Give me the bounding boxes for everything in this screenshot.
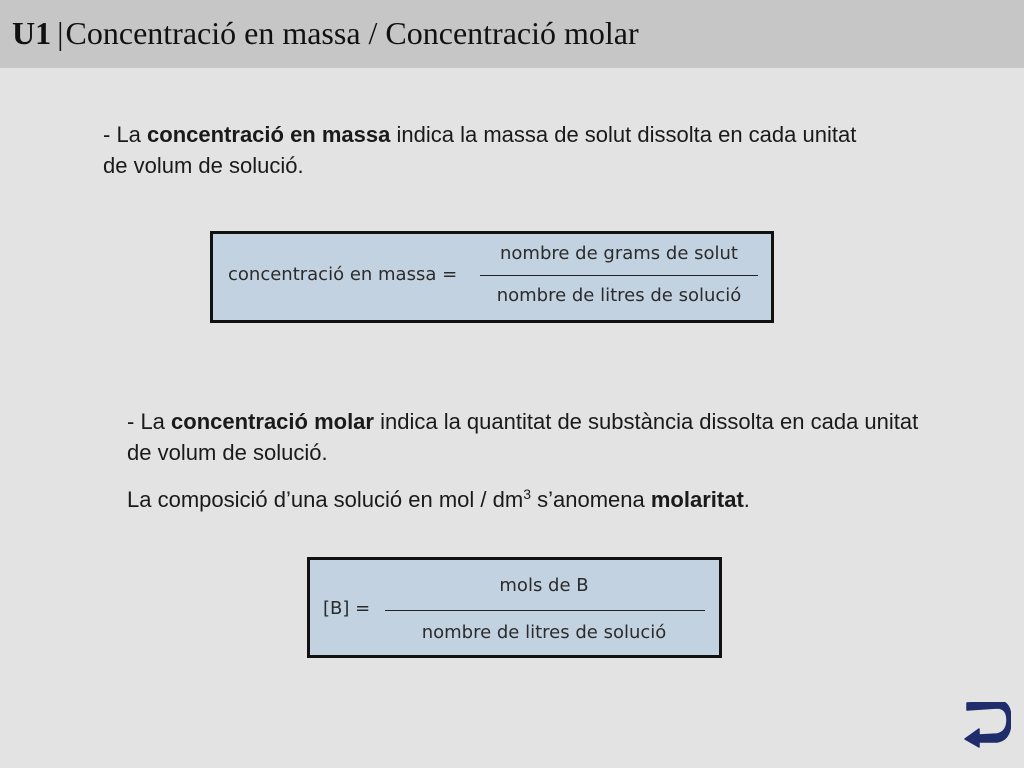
fraction-line (480, 275, 758, 276)
slide-title (12, 13, 639, 53)
formula-lhs: concentració en massa = (228, 264, 458, 285)
title-bar (0, 0, 1024, 68)
return-button[interactable] (963, 702, 1011, 748)
molarity-term: molaritat (650, 487, 744, 512)
formula-lhs: [B] = (323, 598, 371, 619)
superscript-3: 3 (523, 486, 532, 502)
formula-numerator: nombre de grams de solut (500, 243, 738, 264)
molarity-note-end: . (743, 487, 750, 512)
formula-denominator: nombre de litres de solució (421, 622, 667, 643)
dash-prefix: - La (127, 409, 172, 434)
molar-concentration-formula (307, 557, 722, 658)
unit-label: U1 (12, 15, 52, 51)
mass-concentration-formula (210, 231, 774, 323)
molarity-note-middle: s’anomena (531, 487, 651, 512)
molar-concentration-description: indica la quantitat de substància dissolta en cada unitat de volum de solució. (127, 409, 919, 465)
mass-concentration-description: indica la massa de solut dissolta en cada unitat de volum de solució. (103, 122, 857, 178)
title-separator: | (57, 15, 64, 51)
mass-concentration-text (103, 119, 883, 181)
title-text: Concentració en massa / Concentració molar (65, 15, 639, 51)
molarity-note (127, 484, 947, 515)
fraction-line (385, 610, 705, 611)
molar-concentration-term: concentració molar (171, 409, 374, 434)
molarity-note-start: La composició d’una solució en mol / dm (127, 487, 524, 512)
molar-concentration-text (127, 406, 947, 468)
formula-numerator: mols de B (499, 575, 589, 596)
dash-prefix: - La (103, 122, 148, 147)
formula-denominator: nombre de litres de solució (496, 285, 742, 306)
mass-concentration-term: concentració en massa (147, 122, 391, 147)
return-arrow-icon (963, 702, 1011, 748)
